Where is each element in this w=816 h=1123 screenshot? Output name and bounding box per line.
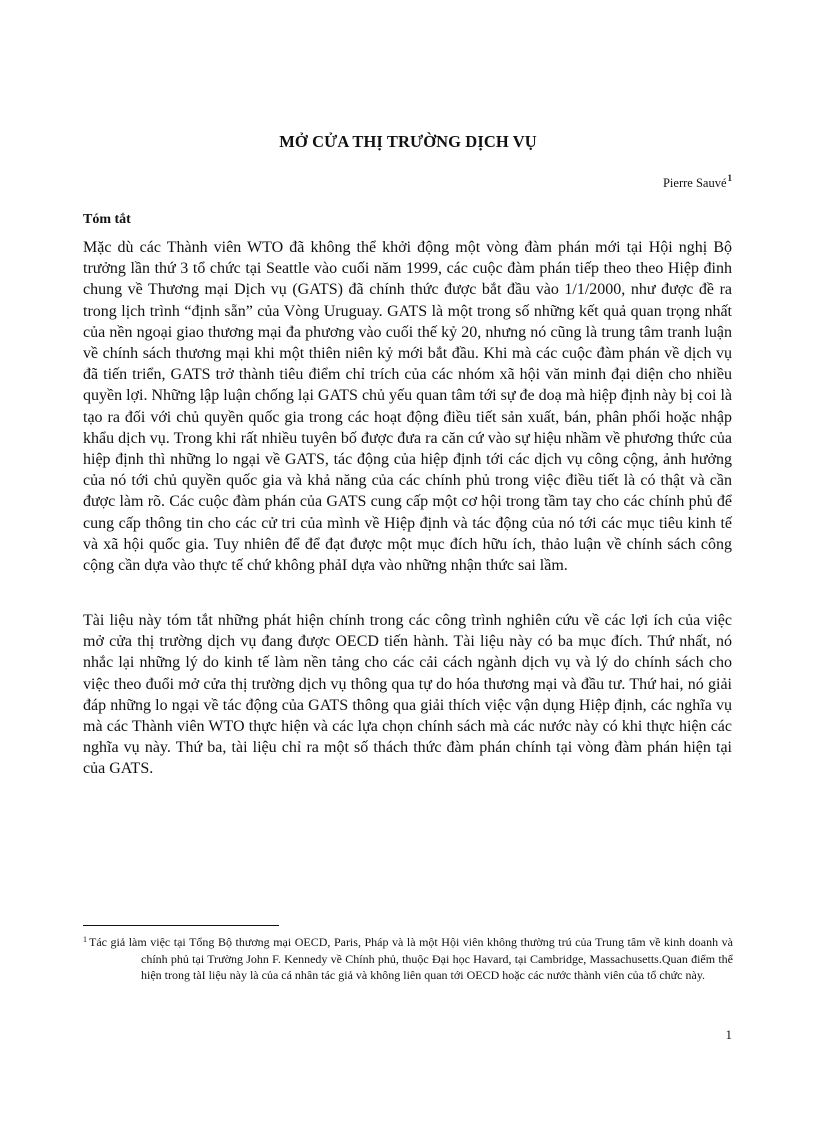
section-heading: Tóm tắt bbox=[83, 212, 131, 227]
footnote-divider bbox=[83, 925, 279, 926]
footnote bbox=[83, 934, 733, 984]
page-number: 1 bbox=[725, 1027, 732, 1042]
footnote-number: 1 bbox=[83, 935, 87, 944]
author-line bbox=[663, 173, 732, 191]
page-title: MỞ CỬA THỊ TRƯỜNG DỊCH VỤ bbox=[279, 132, 537, 151]
footnote-text: Tác giả làm việc tại Tổng Bộ thương mại OECD, Paris, Pháp và là một Hội viên không thường trú của Trung tâm về kinh doanh và chính phủ tại Trường John F. Kennedy về Chính phủ, thuộc Đại học Havard, tại Cambridge, Massachusetts.Quan điểm thể hiện trong tàI liệu này là của cá nhân tác giả và không liên quan tới OECD hoặc các nước thành viên của tổ chức này. bbox=[89, 935, 733, 983]
author-name: Pierre Sauvé bbox=[662, 176, 727, 190]
abstract-paragraph-1: Mặc dù các Thành viên WTO đã không thể khởi động một vòng đàm phán mới tại Hội nghị Bộ trưởng lần thứ 3 tổ chức tại Seattle vào cuối năm 1999, các cuộc đàm phán tiếp theo theo Hiệp đinh chung về Thương mại Dịch vụ (GATS) đã chính thức được bắt đầu vào 1/1/2000, như được đề ra trong lịch trình “định sẵn” của Vòng Uruguay. GATS là một trong số những kết quả quan trọng nhất của nền ngoại giao thương mại đa phương vào cuối thế kỷ 20, nhưng nó cũng là trung tâm tranh luận về chính sách thương mại khi một thiên niên kỷ mới bắt đầu. Khi mà các cuộc đàm phán về dịch vụ đã tiến triển, GATS trở thành tiêu điểm chỉ trích của các nhóm xã hội văn minh đại diện cho nhiều quyền lợi. Những lập luận chống lại GATS chủ yếu quan tâm tới sự đe doạ mà hiệp định này bị coi là tạo ra đối với chủ quyền quốc gia trong các hoạt động điều tiết sản xuất, bán, phân phối hoặc nhập khẩu dịch vụ. Trong khi rất nhiều tuyên bố được đưa ra căn cứ vào sự hiệu nhầm về phương thức của hiệp định thì những lo ngại về GATS, tác động của hiệp định tới các dịch vụ công cộng, ảnh hưởng của nó tới chủ quyền quốc gia và khả năng của các chính phủ trong việc điều tiết là có thật và cần được làm rõ. Các cuộc đàm phán của GATS cung cấp một cơ hội trong tầm tay cho các chính phủ để cung cấp thông tin cho các cử tri của mình về Hiệp định và tác động của nó tới các mục tiêu kinh tế và xã hội quốc gia. Tuy nhiên để để đạt được một mục đích hữu ích, thảo luận về chính sách công cộng cần dựa vào thực tế chứ không phảI dựa vào những nhận thức sai lầm. bbox=[83, 239, 732, 575]
abstract-paragraph-2: Tài liệu này tóm tắt những phát hiện chính trong các công trình nghiên cứu về các lợi ích của việc mở cửa thị trường dịch vụ đang được OECD tiến hành. Tài liệu này có ba mục đích. Thứ nhất, nó nhắc lại những lý do kinh tế làm nền tảng cho các cải cách ngành dịch vụ và lý do chính sách cho việc theo đuổi mở cửa thị trường dịch vụ thông qua tự do hóa thương mại và đầu tư. Thứ hai, nó giải đáp những lo ngại về tác động của GATS thông qua giải thích việc vận dụng Hiệp định, các nghĩa vụ mà các Thành viên WTO thực hiện và các lựa chọn chính sách mà các nước này có khi thực hiện các nghĩa vụ này. Thứ ba, tài liệu chỉ ra một số thách thức đàm phán chính tại vòng đàm phán hiện tại của GATS. bbox=[83, 612, 732, 778]
author-footnote-mark: 1 bbox=[727, 173, 732, 183]
